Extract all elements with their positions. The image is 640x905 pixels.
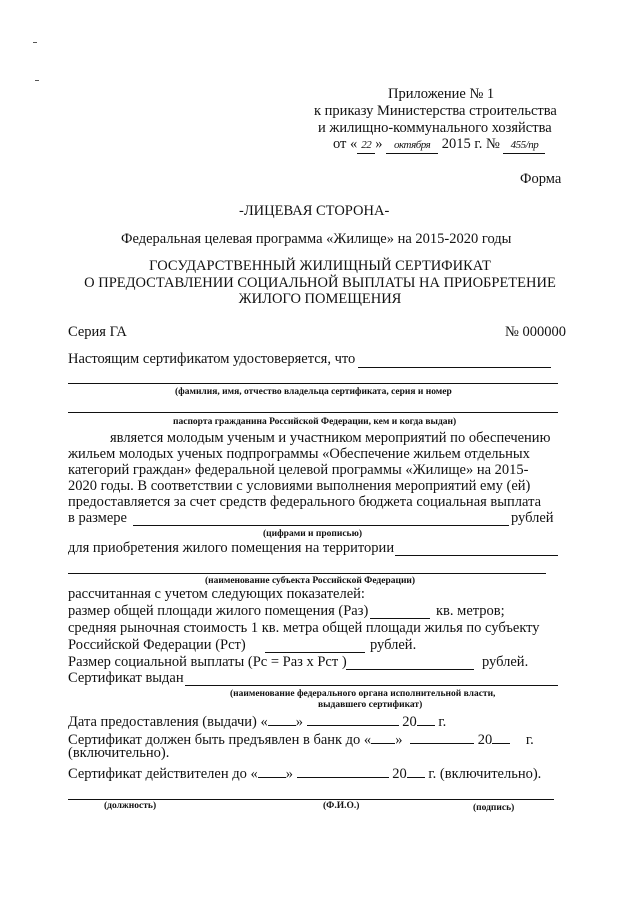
valid-day-field[interactable] xyxy=(258,763,286,778)
body-line3: категорий граждан» федеральной целевой программы «Жилище» на 2015- xyxy=(68,462,529,478)
caption-owner-name: (фамилия, имя, отчество владельца сертификата, серия и номер xyxy=(175,387,452,397)
order-month: октября xyxy=(386,139,438,154)
body-line6-suffix: рублей xyxy=(511,510,554,526)
certificate-heading-line2: О ПРЕДОСТАВЛЕНИИ СОЦИАЛЬНОЙ ВЫПЛАТЫ НА ПРИОБРЕТЕНИЕ xyxy=(84,275,556,291)
caption-org-line1: (наименование федерального органа исполнительной власти, xyxy=(230,689,496,699)
valid-month-field[interactable] xyxy=(297,763,389,778)
owner-name-field-2[interactable] xyxy=(68,383,558,384)
calc-line4-suffix: рублей. xyxy=(370,637,417,653)
calc-line2-suffix: кв. метров; xyxy=(436,603,505,619)
bank-year-field[interactable] xyxy=(492,729,510,744)
issue-month-field[interactable] xyxy=(307,711,399,726)
bank-month-field[interactable] xyxy=(410,729,474,744)
form-label: Форма xyxy=(520,171,562,187)
scan-speck xyxy=(33,42,37,43)
order-day: 22 xyxy=(357,139,375,154)
appendix-order-line1: к приказу Министерства строительства xyxy=(314,103,557,119)
issue-year-field[interactable] xyxy=(417,711,435,726)
valid-year-field[interactable] xyxy=(407,763,425,778)
caption-subject: (наименование субъекта Российской Федерации) xyxy=(205,576,416,586)
certify-text: Настоящим сертификатом удостоверяется, что xyxy=(68,351,356,367)
bank-date-inclusive: (включительно). xyxy=(68,745,170,761)
body-line5: предоставляется за счет средств федерального бюджета социальная выплата xyxy=(68,494,542,510)
area-field[interactable] xyxy=(370,618,430,619)
calc-line4-prefix: Российской Федерации (Рст) xyxy=(68,637,246,653)
issuer-field[interactable] xyxy=(185,685,558,686)
body-line2: жильем молодых ученых подпрограммы «Обеспечение жильем отдельных xyxy=(68,446,530,462)
certificate-heading-line3: ЖИЛОГО ПОМЕЩЕНИЯ xyxy=(238,291,402,307)
certificate-heading-line1: ГОСУДАРСТВЕННЫЙ ЖИЛИЩНЫЙ СЕРТИФИКАТ xyxy=(149,258,491,274)
signature-line[interactable] xyxy=(68,799,554,800)
calc-line6: Сертификат выдан xyxy=(68,670,184,686)
calc-line2-prefix: размер общей площади жилого помещения (Раз) xyxy=(68,603,369,619)
caption-org-line2: выдавшего сертификат) xyxy=(318,700,423,710)
passport-field[interactable] xyxy=(68,412,558,413)
scan-speck xyxy=(35,80,39,81)
calc-line1: рассчитанная с учетом следующих показателей: xyxy=(68,586,365,602)
series-label: Серия ГА xyxy=(68,324,127,340)
payment-field[interactable] xyxy=(346,669,474,670)
owner-name-field[interactable] xyxy=(358,367,551,368)
appendix-order-line2: и жилищно-коммунального хозяйства xyxy=(318,120,552,136)
caption-full-name: (Ф.И.О.) xyxy=(323,801,360,811)
territory-field-2[interactable] xyxy=(68,573,546,574)
order-number: 455/пр xyxy=(503,139,545,154)
appendix-order-date: от « 22 » октября 2015 г. № 455/пр xyxy=(333,136,545,154)
territory-text: для приобретения жилого помещения на территории xyxy=(68,540,395,556)
caption-amount: (цифрами и прописью) xyxy=(263,529,363,539)
program-title: Федеральная целевая программа «Жилище» на 2015-2020 годы xyxy=(121,231,512,247)
issue-day-field[interactable] xyxy=(268,711,296,726)
calc-line5-prefix: Размер социальной выплаты (Рс = Раз х Рст ) xyxy=(68,654,347,670)
price-field[interactable] xyxy=(265,652,365,653)
calc-line3: средняя рыночная стоимость 1 кв. метра общей площади жилья по субъекту xyxy=(68,620,540,636)
body-line1: является молодым ученым и участником мероприятий по обеспечению xyxy=(110,430,551,446)
caption-position: (должность) xyxy=(104,801,157,811)
calc-line5-suffix: рублей. xyxy=(482,654,529,670)
side-label: -ЛИЦЕВАЯ СТОРОНА- xyxy=(239,203,390,219)
appendix-title: Приложение № 1 xyxy=(388,86,495,102)
bank-date: Сертификат должен быть предъявлен в банк до « » 20 г. xyxy=(68,729,534,749)
body-line4: 2020 годы. В соответствии с условиями выполнения мероприятий ему (ей) xyxy=(68,478,531,494)
certificate-number: № 000000 xyxy=(505,324,566,340)
caption-signature: (подпись) xyxy=(473,803,515,813)
issue-date: Дата предоставления (выдачи) « » 20 г. xyxy=(68,711,446,731)
bank-day-field[interactable] xyxy=(371,729,395,744)
territory-field[interactable] xyxy=(395,555,558,556)
body-line6-prefix: в размере xyxy=(68,510,127,526)
caption-passport: паспорта гражданина Российской Федерации, кем и когда выдан) xyxy=(173,417,457,427)
amount-field[interactable] xyxy=(133,525,509,526)
valid-date: Сертификат действителен до « » 20 г. (включительно). xyxy=(68,763,541,783)
